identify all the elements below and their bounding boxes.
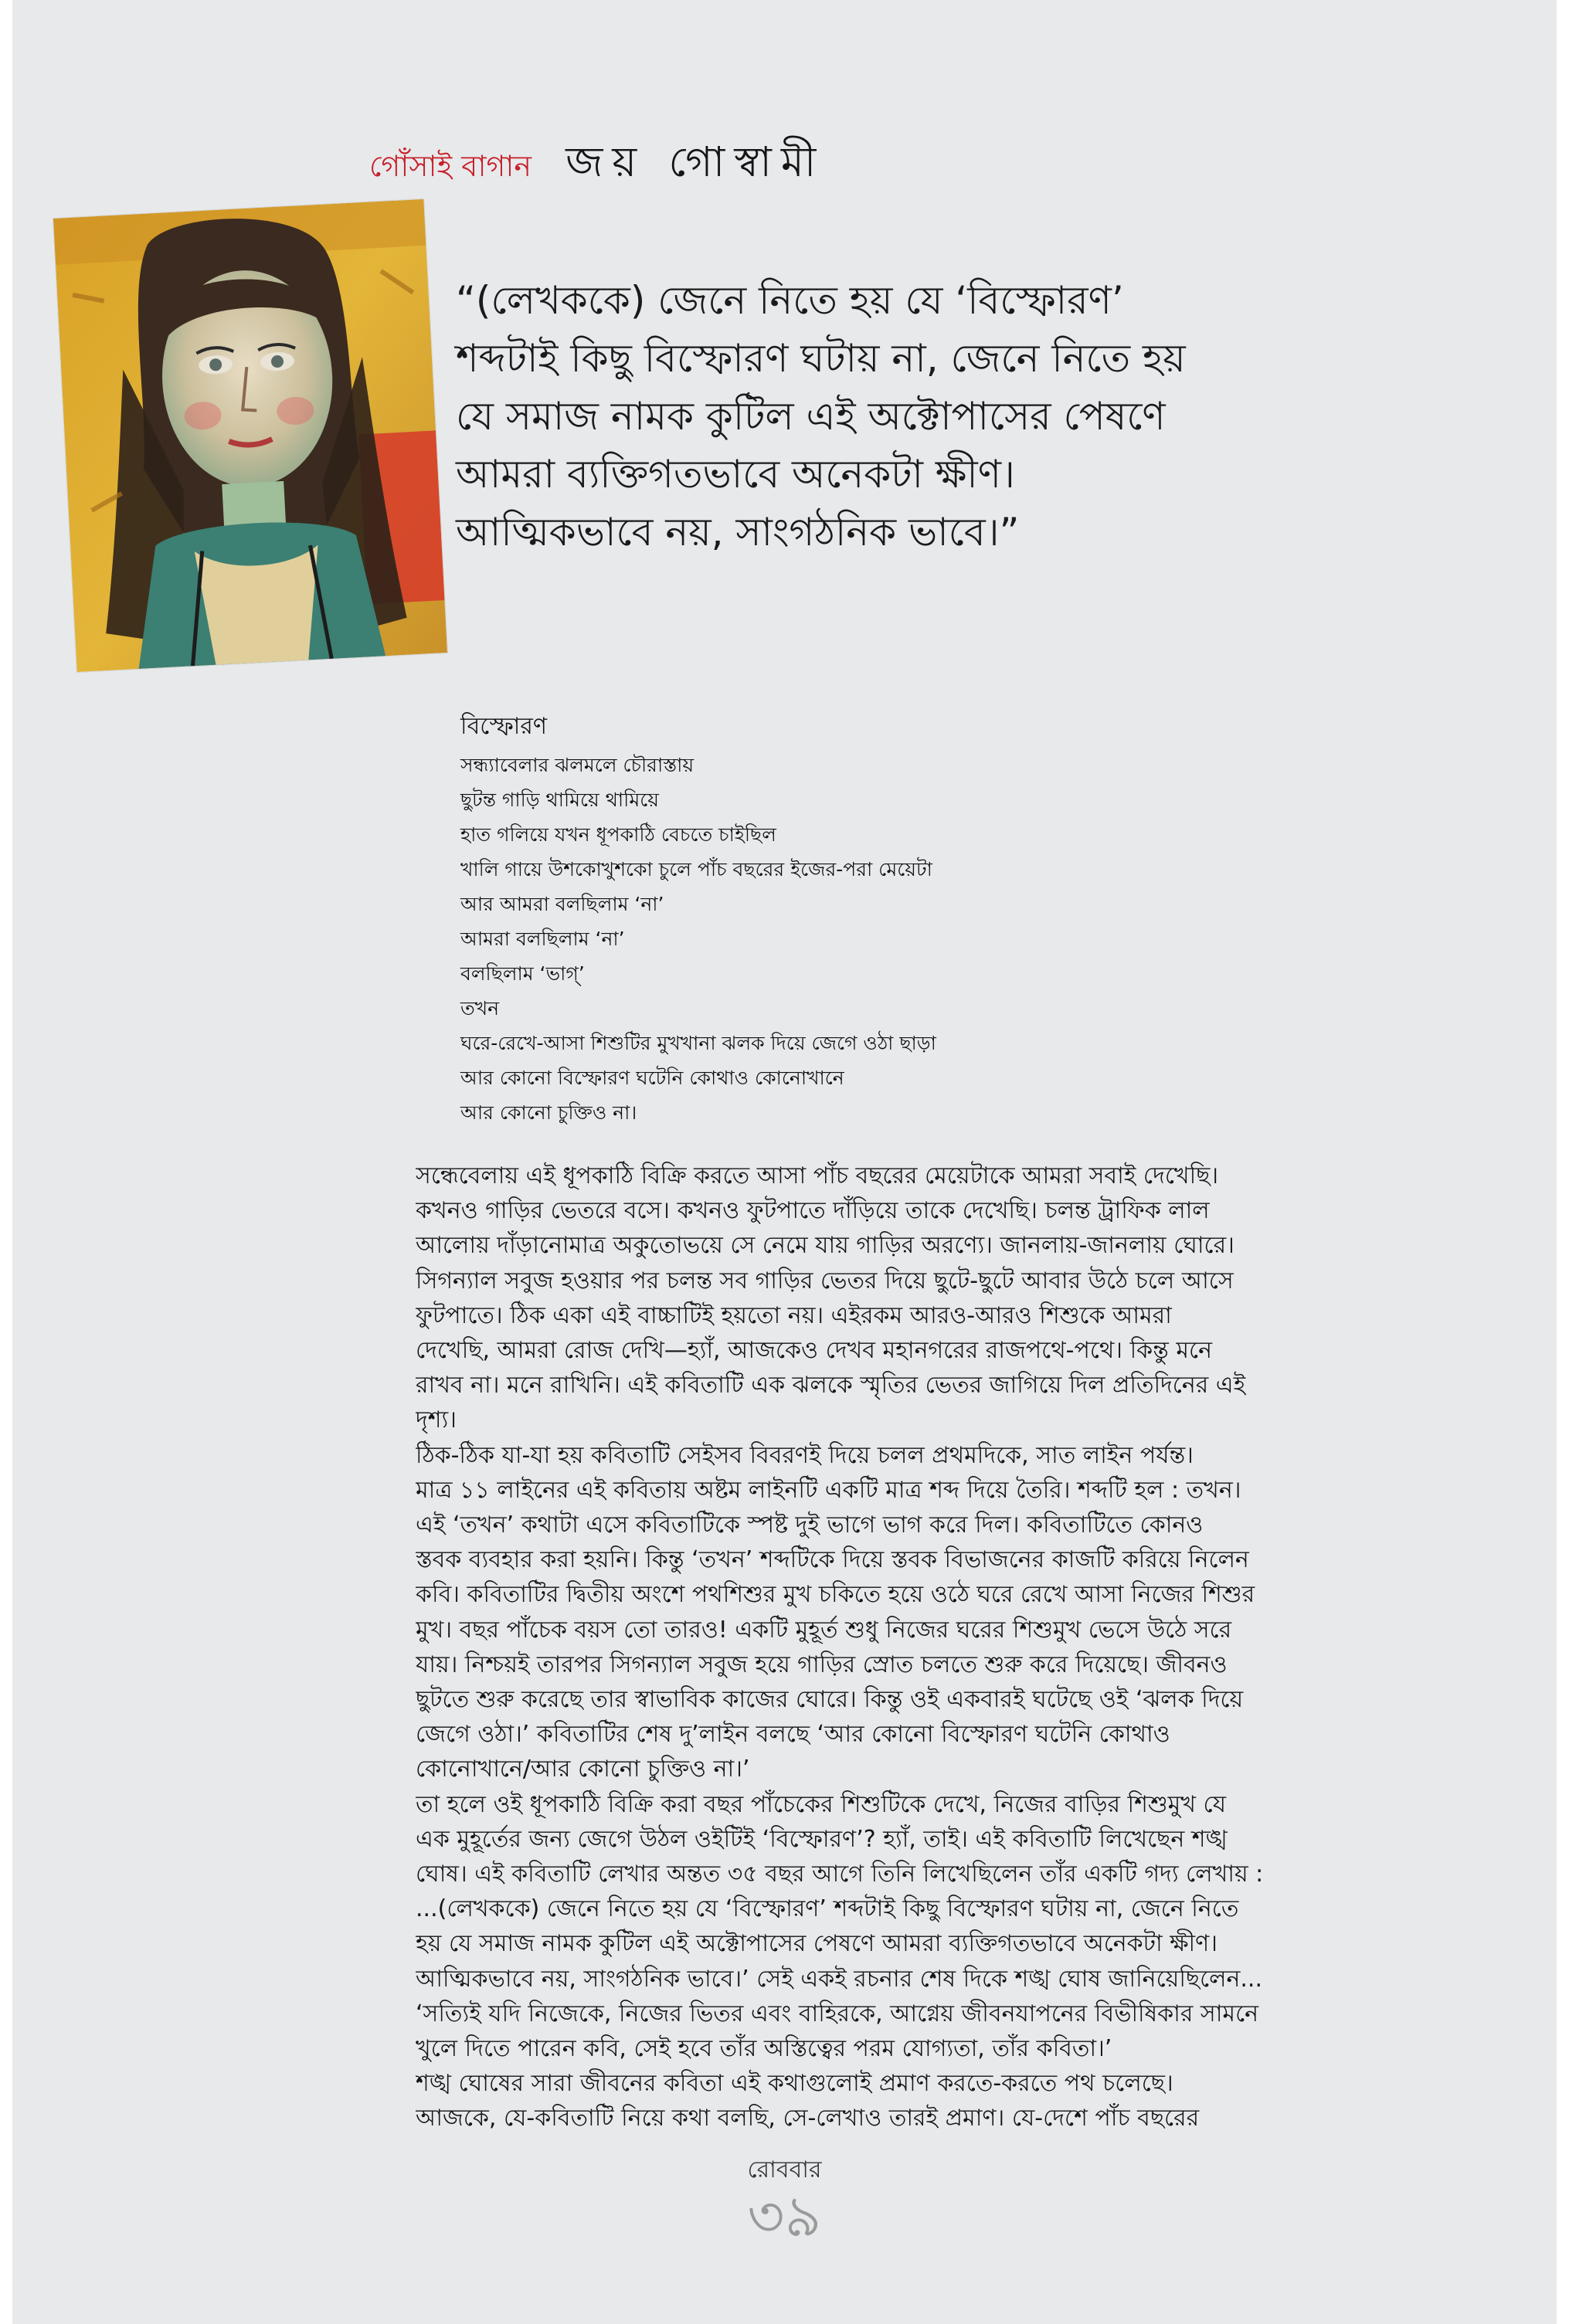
poem-line: হাত গলিয়ে যখন ধূপকাঠি বেচতে চাইছিল (460, 823, 776, 846)
body-line: ছুটতে শুরু করেছে তার স্বাভাবিক কাজের ঘোরে। কিন্তু ওই একবারই ঘটেছে ওই ‘ঝলক দিয়ে (416, 1686, 1244, 1714)
poem-line: সন্ধ্যাবেলার ঝলমলে চৌরাস্তায় (460, 754, 695, 776)
pull-quote-line: আত্মিকভাবে নয়, সাংগঠনিক ভাবে।” (456, 510, 1020, 555)
body-line: যায়। নিশ্চয়ই তারপর সিগন্যাল সবুজ হয়ে গাড়ির স্রোত চলতে শুরু করে দিয়েছে। জীবনও (416, 1651, 1228, 1678)
poem-line: আমরা বলছিলাম ‘না’ (460, 928, 625, 950)
poem (460, 709, 1310, 1130)
body-line: ঠিক-ঠিক যা-যা হয় কবিতাটি সেইসব বিবরণই দিয়ে চলল প্রথমদিকে, সাত লাইন পর্যন্ত। (416, 1441, 1194, 1469)
body-line: আজকে, যে-কবিতাটি নিয়ে কথা বলছি, সে-লেখাও তারই প্রমাণ। যে-দেশে পাঁচ বছরের (416, 2105, 1200, 2132)
article-header (369, 130, 825, 199)
publication-name: রোববার (747, 2156, 822, 2183)
body-line: কোনোখানে/আর কোনো চুক্তিও না।’ (416, 1756, 750, 1783)
body-line: ‘সত্যিই যদি নিজেকে, নিজের ভিতর এবং বাহিরকে, আগ্নেয় জীবনযাপনের বিভীষিকার সামনে (416, 2000, 1259, 2027)
magazine-page (12, 0, 1557, 2324)
body-line: স্তবক ব্যবহার করা হয়নি। কিন্তু ‘তখন’ শব্দটিকে দিয়ে স্তবক বিভাজনের কাজটি করিয়ে নিলেন (416, 1546, 1249, 1574)
body-line: এক মুহূর্তের জন্য জেগে উঠল ওইটিই ‘বিস্ফোরণ’? হ্যাঁ, তাই। এই কবিতাটি লিখেছেন শঙ্খ (416, 1825, 1228, 1853)
poem-line: খালি গায়ে উশকোখুশকো চুলে পাঁচ বছরের ইজের-পরা মেয়েটা (460, 858, 932, 880)
poem-line: ছুটন্ত গাড়ি থামিয়ে থামিয়ে (460, 789, 659, 811)
body-line: সন্ধেবেলায় এই ধূপকাঠি বিক্রি করতে আসা পাঁচ বছরের মেয়েটাকে আমরা সবাই দেখেছি। (416, 1162, 1219, 1189)
body-line: মাত্র ১১ লাইনের এই কবিতায় অষ্টম লাইনটি একটি মাত্র শব্দ দিয়ে তৈরি। শব্দটি হল : তখন। (416, 1476, 1241, 1504)
poem-line: বলছিলাম ‘ভাগ্‌’ (460, 962, 585, 985)
body-line: হয় যে সমাজ নামক কুটিল এই অক্টোপাসের পেষণে আমরা ব্যক্তিগতভাবে অনেকটা ক্ষীণ। (416, 1930, 1218, 1958)
body-line: ঘোষ। এই কবিতাটি লেখার অন্তত ৩৫ বছর আগে তিনি লিখেছিলেন তাঁর একটি গদ্য লেখায় : (416, 1861, 1264, 1888)
body-line: দেখেছি, আমরা রোজ দেখি—হ্যাঁ, আজকেও দেখব মহানগরের রাজপথে-পথে। কিন্তু মনে (416, 1337, 1212, 1365)
body-line: মুখ। বছর পাঁচেক বয়স তো তারও! একটি মুহূর্ত শুধু নিজের ঘরের শিশুমুখ ভেসে উঠে সরে (416, 1616, 1232, 1644)
body-line: দৃশ্য। (416, 1406, 457, 1434)
body-line: আত্মিকভাবে নয়, সাংগঠনিক ভাবে।’ সেই একই রচনার শেষ দিকে শঙ্খ ঘোষ জানিয়েছিলেন... (416, 1965, 1262, 1993)
body-line: শঙ্খ ঘোষের সারা জীবনের কবিতা এই কথাগুলোই প্রমাণ করতে-করতে পথ চলেছে। (416, 2070, 1173, 2098)
painted-portrait-icon (53, 199, 447, 672)
page-footer (12, 2155, 1557, 2248)
body-line: কবি। কবিতাটির দ্বিতীয় অংশে পথশিশুর মুখ চকিতে হয়ে ওঠে ঘরে রেখে আসা নিজের শিশুর (416, 1581, 1255, 1609)
poem-line: আর কোনো বিস্ফোরণ ঘটেনি কোথাও কোনোখানে (460, 1067, 844, 1089)
body-line: তা হলে ওই ধূপকাঠি বিক্রি করা বছর পাঁচেকের শিশুটিকে দেখে, নিজের বাড়ির শিশুমুখ যে (416, 1790, 1226, 1818)
pull-quote-line: যে সমাজ নামক কুটিল এই অক্টোপাসের পেষণে (456, 394, 1166, 439)
body-line: আলোয় দাঁড়ানোমাত্র অকুতোভয়ে সে নেমে যায় গাড়ির অরণ্যে। জানলায়-জানলায় ঘোরে। (416, 1232, 1234, 1260)
body-line: এই ‘তখন’ কথাটা এসে কবিতাটিকে স্পষ্ট দুই ভাগে ভাগ করে দিল। কবিতাটিতে কোনও (416, 1511, 1204, 1539)
body-line: সিগন্যাল সবুজ হওয়ার পর চলন্ত সব গাড়ির ভেতর দিয়ে ছুটে-ছুটে আবার উঠে চলে আসে (416, 1267, 1234, 1294)
body-line: ...(লেখককে) জেনে নিতে হয় যে ‘বিস্ফোরণ’ শব্দটাই কিছু বিস্ফোরণ ঘটায় না, জেনে নিতে (416, 1895, 1239, 1923)
body-line: জেগে ওঠা।’ কবিতাটির শেষ দু’লাইন বলছে ‘আর কোনো বিস্ফোরণ ঘটেনি কোথাও (416, 1721, 1170, 1749)
portrait-painting (53, 199, 447, 672)
poem-line: তখন (460, 997, 500, 1020)
column-name: গোঁসাই বাগান (369, 149, 532, 183)
body-line: ফুটপাতে। ঠিক একা এই বাচ্চাটিই হয়তো নয়। এইরকম আরও-আরও শিশুকে আমরা (416, 1301, 1172, 1329)
pull-quote-line: শব্দটাই কিছু বিস্ফোরণ ঘটায় না, জেনে নিতে হয় (456, 336, 1186, 381)
body-line: কখনও গাড়ির ভেতরে বসে। কখনও ফুটপাতে দাঁড়িয়ে তাকে দেখেছি। চলন্ত ট্রাফিক লাল (416, 1197, 1210, 1225)
poem-line: ঘরে-রেখে-আসা শিশুটির মুখখানা ঝলক দিয়ে জেগে ওঠা ছাড়া (460, 1032, 936, 1054)
body-line: রাখব না। মনে রাখিনি। এই কবিতাটি এক ঝলকে স্মৃতির ভেতর জাগিয়ে দিল প্রতিদিনের এই (416, 1372, 1246, 1399)
article-body (416, 1159, 1302, 2136)
pull-quote (456, 272, 1367, 561)
pull-quote-line: আমরা ব্যক্তিগতভাবে অনেকটা ক্ষীণ। (456, 452, 1015, 497)
pull-quote-line: “(লেখককে) জেনে নিতে হয় যে ‘বিস্ফোরণ’ (456, 278, 1124, 323)
page-number: ৩৯ (747, 2183, 822, 2250)
poem-line: আর কোনো চুক্তিও না। (460, 1101, 637, 1124)
body-line: খুলে দিতে পারেন কবি, সেই হবে তাঁর অস্তিত্বের পরম যোগ্যতা, তাঁর কবিতা।’ (416, 2035, 1112, 2063)
poem-line: আর আমরা বলছিলাম ‘না’ (460, 893, 664, 915)
author-name: জয় গোস্বামী (565, 137, 826, 186)
poem-title: বিস্ফোরণ (460, 713, 548, 740)
